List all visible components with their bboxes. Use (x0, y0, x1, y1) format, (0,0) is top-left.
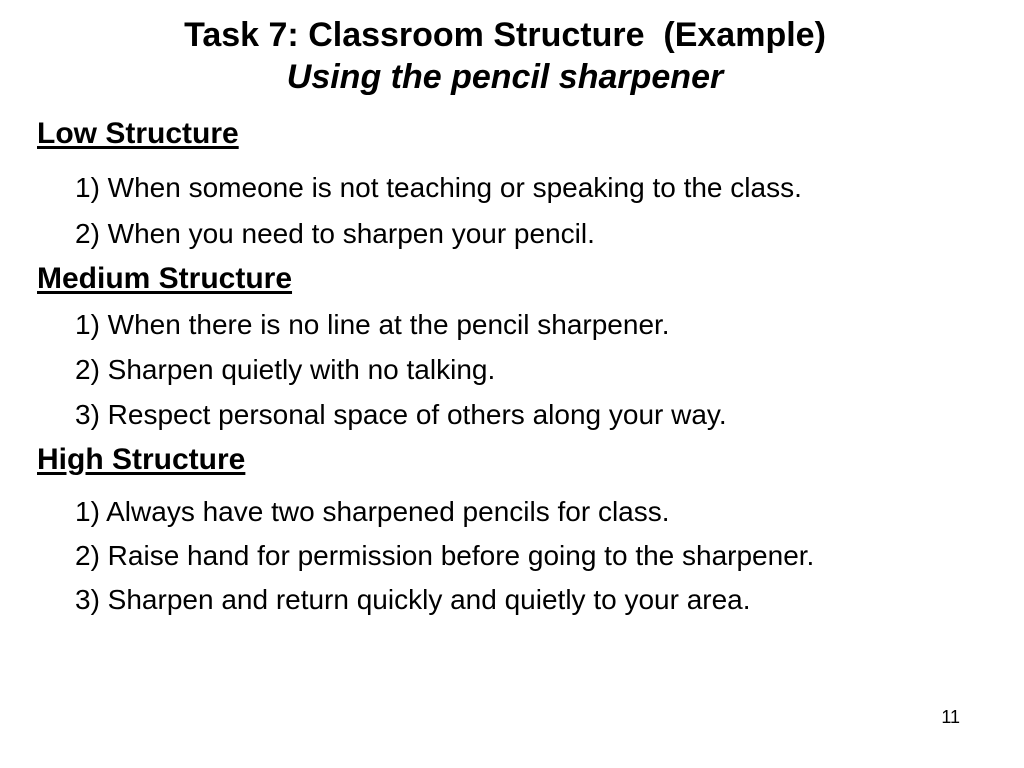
section-heading-low: Low Structure (37, 117, 239, 150)
section-heading-high: High Structure (37, 443, 246, 476)
section-heading-medium: Medium Structure (37, 262, 293, 295)
high-item-3: 3) Sharpen and return quickly and quietly to your area. (75, 584, 751, 615)
high-item-2: 2) Raise hand for permission before going to the sharpener. (75, 540, 815, 571)
title-line-main: Task 7: Classroom Structure (Example) (184, 16, 826, 54)
title-line-subtitle: Using the pencil sharpener (286, 58, 724, 96)
slide-title (0, 14, 1010, 98)
medium-item-2: 2) Sharpen quietly with no talking. (75, 354, 496, 385)
page-number: 11 (941, 707, 960, 727)
low-item-1: 1) When someone is not teaching or speaking to the class. (75, 172, 802, 203)
medium-item-3: 3) Respect personal space of others along your way. (75, 399, 727, 430)
medium-item-1: 1) When there is no line at the pencil sharpener. (75, 309, 670, 340)
high-item-1: 1) Always have two sharpened pencils for class. (75, 496, 670, 527)
low-item-2: 2) When you need to sharpen your pencil. (75, 218, 595, 249)
slide-content (37, 114, 997, 618)
